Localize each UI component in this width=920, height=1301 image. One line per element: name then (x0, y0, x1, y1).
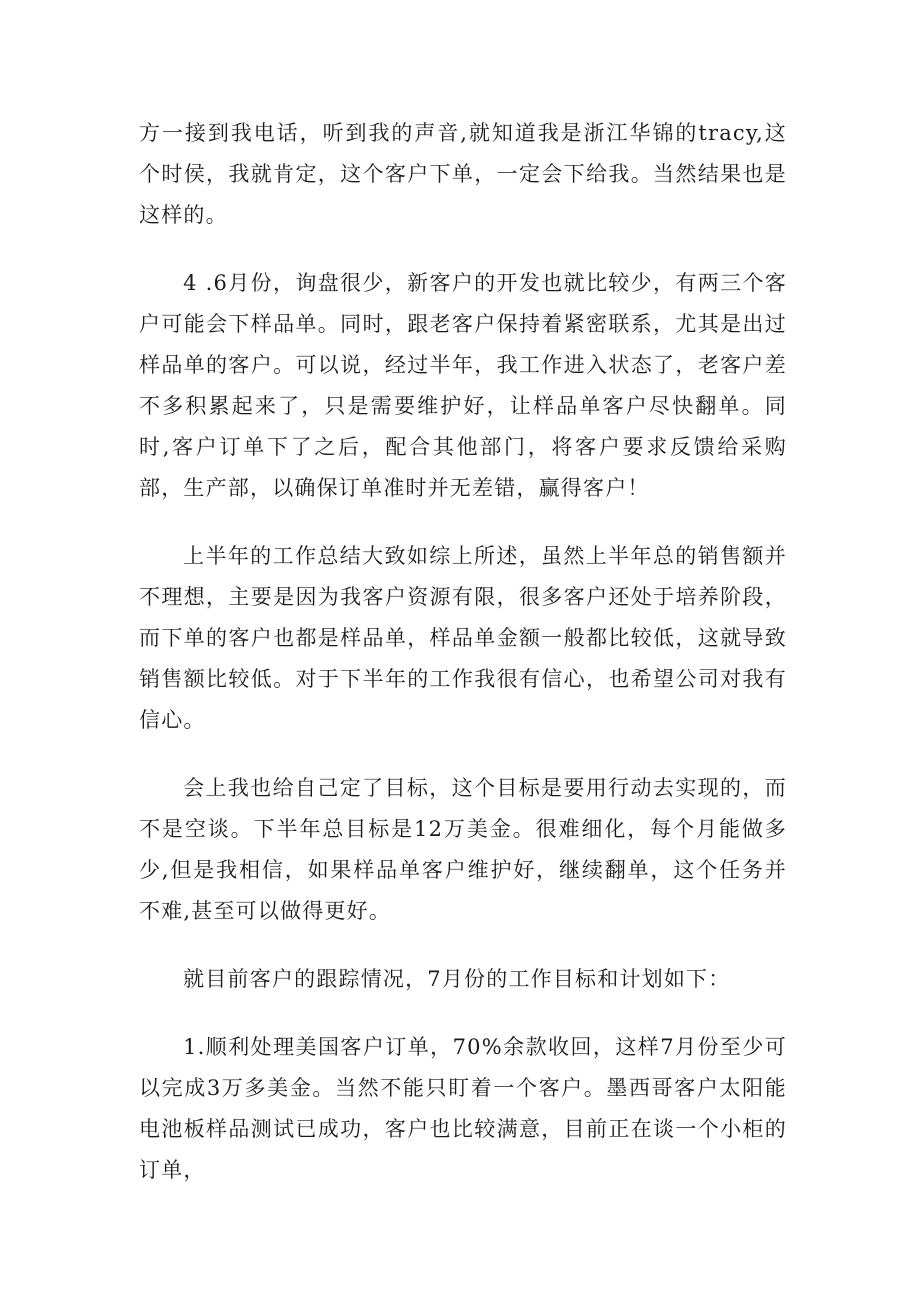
paragraph-june-inquiries: 4 .6月份，询盘很少，新客户的开发也就比较少，有两三个客户可能会下样品单。同时，跟老客户保持着紧密联系，尤其是出过样品单的客户。可以说，经过半年，我工作进入状态了，老客户差不多积累起来了，只是需要维护好，让样品单客户尽快翻单。同时,客户订单下了之后，配合其他部门，将客户要求反馈给采购部，生产部，以确保订单准时并无差错，赢得客户！ (139, 271, 787, 500)
paragraph-second-half-goal: 会上我也给自己定了目标，这个目标是要用行动去实现的，而不是空谈。下半年总目标是12万美金。很难细化，每个月能做多少,但是我相信，如果样品单客户维护好，继续翻单，这个任务并不难,甚至可以做得更好。 (139, 776, 787, 923)
paragraph-july-plan-intro: 就目前客户的跟踪情况，7月份的工作目标和计划如下： (183, 967, 731, 991)
paragraph-half-year-summary: 上半年的工作总结大致如综上所述，虽然上半年总的销售额并不理想，主要是因为我客户资源有限，很多客户还处于培养阶段，而下单的客户也都是样品单，样品单金额一般都比较低，这就导致销售额比较低。对于下半年的工作我很有信心，也希望公司对我有信心。 (139, 544, 787, 732)
paragraph-plan-item-1: 1.顺利处理美国客户订单，70%余款收回，这样7月份至少可以完成3万多美金。当然不能只盯着一个客户。墨西哥客户太阳能电池板样品测试已成功，客户也比较满意，目前正在谈一个小柜的订单， (139, 1035, 787, 1182)
document-body (139, 113, 787, 1191)
paragraph-continuation: 方一接到我电话，听到我的声音,就知道我是浙江华锦的tracy,这个时侯，我就肯定，这个客户下单，一定会下给我。当然结果也是这样的。 (139, 121, 787, 227)
